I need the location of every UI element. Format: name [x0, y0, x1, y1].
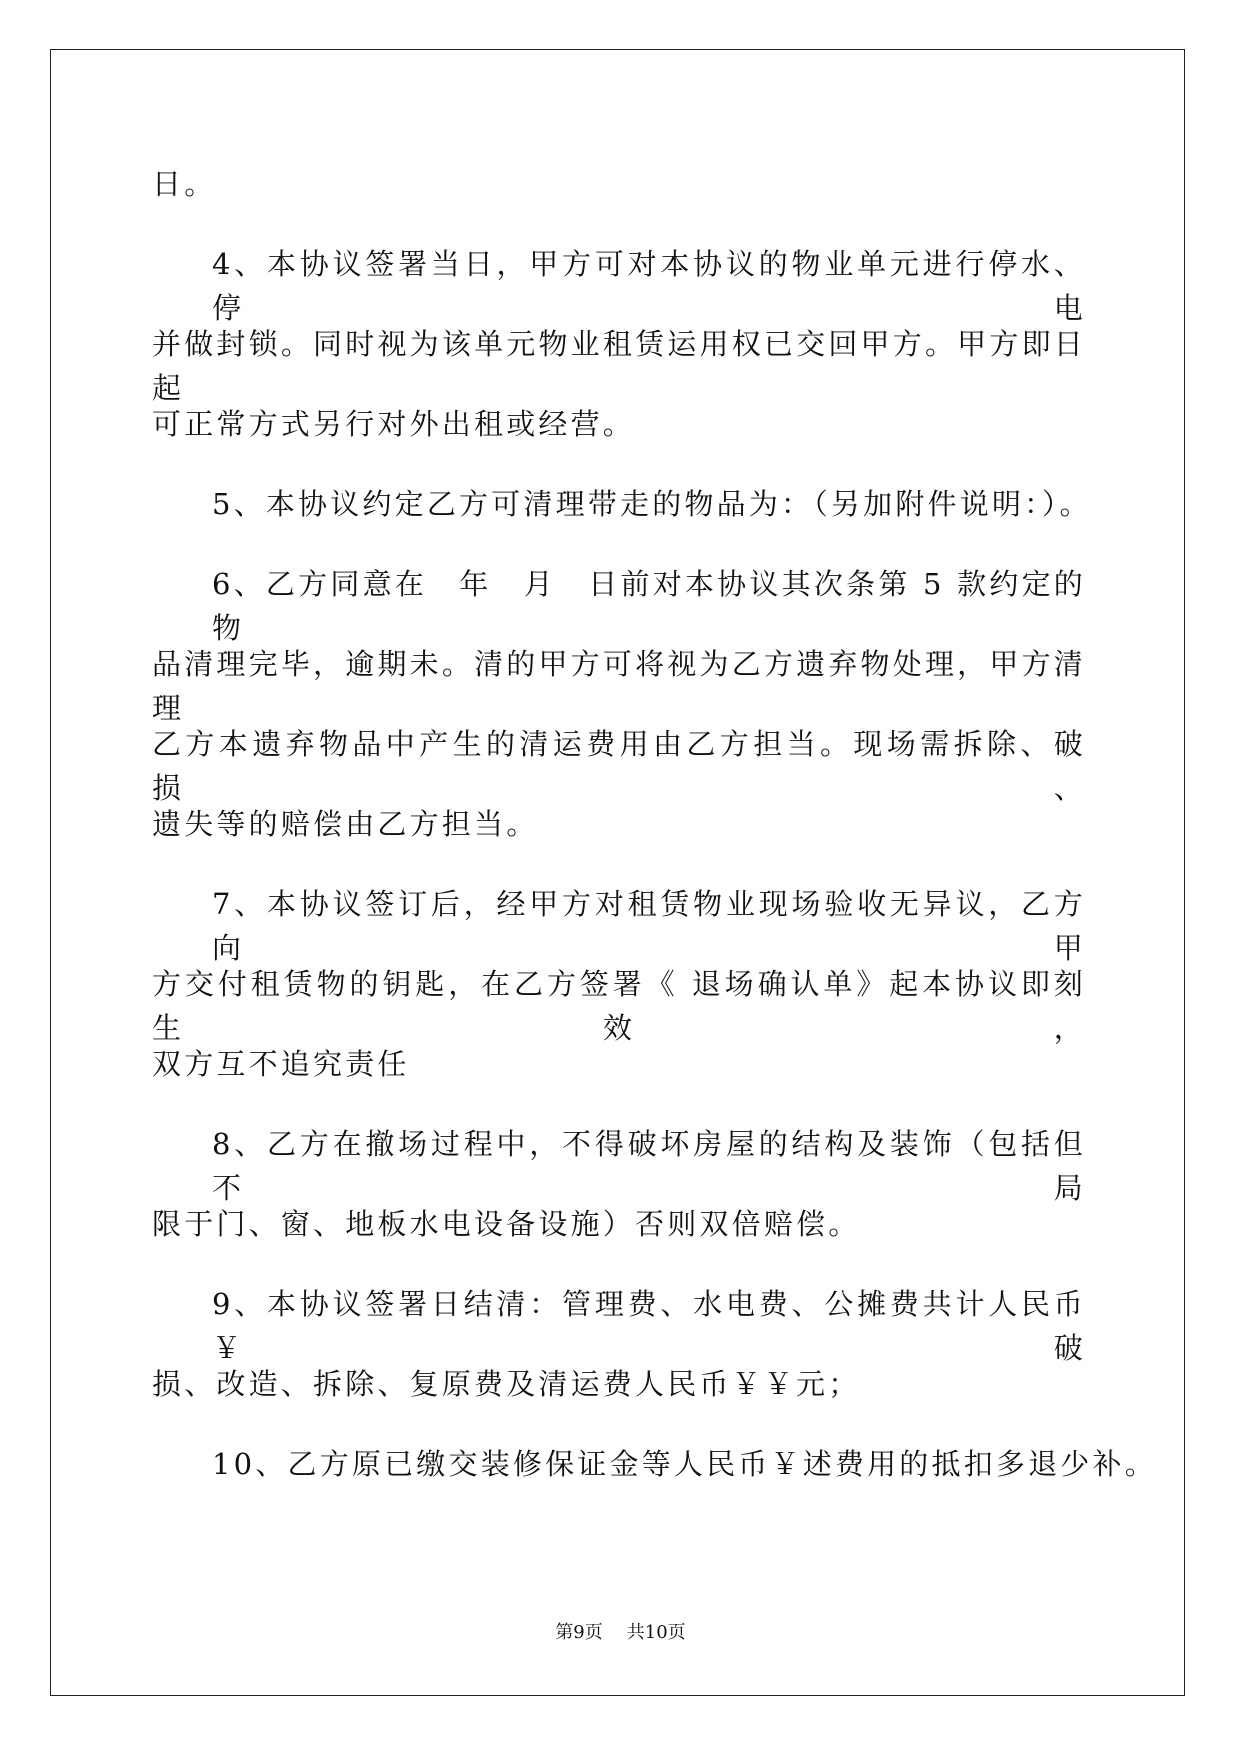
- page-number: 第9页: [555, 1622, 603, 1643]
- paragraph-8-line: 8、乙方在撤场过程中，不得破坏房屋的结构及装饰（包括但不局: [212, 1127, 1086, 1205]
- paragraph-5-line: 5、本协议约定乙方可清理带走的物品为：（另加附件说明：）。: [212, 487, 1092, 521]
- paragraph-6-line: 品清理完毕，逾期未。清的甲方可将视为乙方遗弃物处理，甲方清理: [152, 647, 1086, 725]
- document-body: [152, 162, 1157, 1522]
- paragraph-4-line: 可正常方式另行对外出租或经营。: [152, 407, 636, 441]
- text-line: 日。: [152, 167, 217, 201]
- page-total: 共10页: [626, 1622, 686, 1643]
- page-footer: [0, 1621, 1241, 1645]
- paragraph-6-line: 乙方本遗弃物品中产生的清运费用由乙方担当。现场需拆除、破损、: [152, 727, 1086, 805]
- paragraph-9-line: 损、改造、拆除、复原费及清运费人民币￥￥元；: [152, 1367, 861, 1401]
- paragraph-9-line: 9、本协议签署日结清：管理费、水电费、公摊费共计人民币￥破: [212, 1287, 1086, 1365]
- paragraph-4-line: 4、本协议签署当日，甲方可对本协议的物业单元进行停水、停电: [212, 247, 1086, 325]
- paragraph-4-line: 并做封锁。同时视为该单元物业租赁运用权已交回甲方。甲方即日起: [152, 327, 1086, 405]
- paragraph-7-line: 双方互不追究责任: [152, 1047, 410, 1081]
- paragraph-8-line: 限于门、窗、地板水电设备设施）否则双倍赔偿。: [152, 1207, 861, 1241]
- paragraph-7-line: 方交付租赁物的钥匙，在乙方签署《 退场确认单》起本协议即刻生效，: [152, 967, 1086, 1045]
- paragraph-10-line: 10、乙方原已缴交装修保证金等人民币￥述费用的抵扣多退少补。: [212, 1447, 1157, 1481]
- paragraph-6-line: 6、乙方同意在 年 月 日前对本协议其次条第 5 款约定的物: [212, 567, 1086, 645]
- paragraph-6-line: 遗失等的赔偿由乙方担当。: [152, 807, 539, 841]
- paragraph-7-line: 7、本协议签订后，经甲方对租赁物业现场验收无异议，乙方向甲: [212, 887, 1086, 965]
